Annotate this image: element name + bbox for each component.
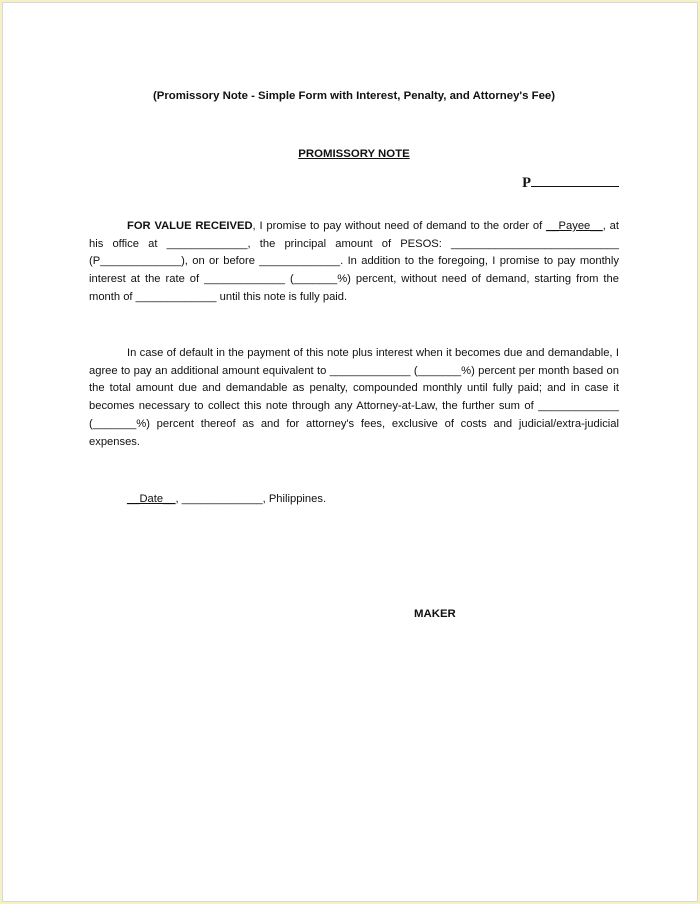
date-field: __Date__	[127, 493, 176, 505]
paragraph-default-penalty	[89, 345, 619, 451]
para2-text: In case of default in the payment of this note plus interest when it becomes due and demandable, I agree to pay an additional amount equivalent to _____________ (_______%) percent per month based on the total amount due and demandable as penalty, compounded monthly until fully paid; and in case it becomes necessary to collect this note through any Attorney-at-Law, the further sum of _____________ (_______%) percent thereof as and for attorney's fees, exclusive of costs and judicial/extra-judicial expenses.	[89, 347, 619, 448]
payee-field: __Payee__	[546, 220, 603, 232]
note-heading: PROMISSORY NOTE	[298, 148, 410, 160]
peso-sign: P	[522, 175, 531, 191]
form-title: (Promissory Note - Simple Form with Interest, Penalty, and Attorney's Fee)	[152, 90, 556, 102]
place-text: , _____________, Philippines.	[175, 493, 327, 505]
amount-field	[522, 173, 619, 193]
maker-label: MAKER	[414, 608, 456, 620]
para1-text-b: , at his office at _____________, the principal amount of PESOS: ___________________________ (P_____________), on or before _____________. In addition to the foregoing, I promise to pay monthly interest at the rate of _____________ (_______%) percent, without need of demand, starting from the month of _____________ until this note is fully paid.	[89, 220, 619, 303]
para1-text-a: , I promise to pay without need of demand to the order of	[252, 220, 547, 232]
date-place-line	[127, 491, 326, 509]
paragraph-value-received	[89, 218, 619, 307]
amount-blank	[531, 173, 619, 187]
value-received-lead: FOR VALUE RECEIVED	[127, 220, 253, 232]
document-page	[2, 2, 698, 902]
